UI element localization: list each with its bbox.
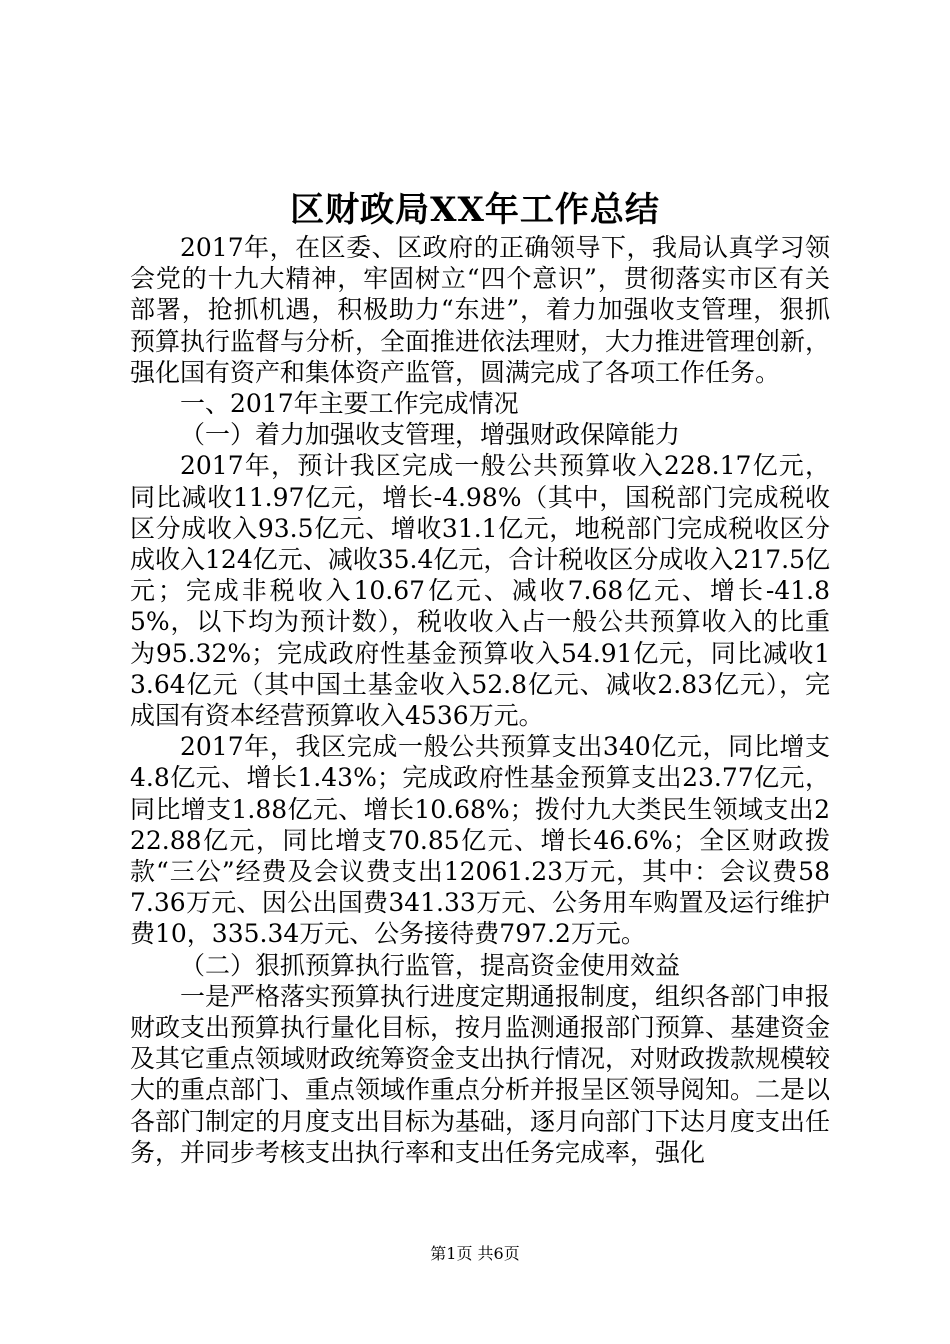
budget-supervision-paragraph: 一是严格落实预算执行进度定期通报制度，组织各部门申报财政支出预算执行量化目标，按月监测通报部门预算、基建资金及其它重点领域财政统筹资金支出执行情况，对财政拨款规模较大的重点部门、重点领域作重点分析并报呈区领导阅知。二是以各部门制定的月度支出目标为基础，逐月向部门下达月度支出任务，并同步考核支出执行率和支出任务完成率，强化 [130,981,831,1167]
expenditure-paragraph: 2017年，我区完成一般公共预算支出340亿元，同比增支4.8亿元、增长1.43%；完成政府性基金预算支出23.77亿元，同比增支1.88亿元、增长10.68%；拨付九大类民生领域支出222.88亿元，同比增支70.85亿元、增长46.6%；全区财政拨款“三公”经费及会议费支出12061.23万元，其中：会议费587.36万元、因公出国费341.33万元、公务用车购置及运行维护费10，335.34万元、公务接待费797.2万元。 [130,732,830,949]
document-body [130,232,830,1168]
section-heading-1: 一、2017年主要工作完成情况 [180,389,519,419]
document-title: 区财政局XX年工作总结 [290,190,660,230]
subsection-heading-1: （一）着力加强收支管理，增强财政保障能力 [180,420,681,450]
page-indicator: 第1页 共6页 [430,1244,520,1263]
intro-paragraph: 2017年，在区委、区政府的正确领导下，我局认真学习领会党的十九大精神，牢固树立“四个意识”，贯彻落实市区有关部署，抢抓机遇，积极助力“东进”，着力加强收支管理，狠抓预算执行监督与分析，全面推进依法理财，大力推进管理创新，强化国有资产和集体资产监管，圆满完成了各项工作任务。 [130,233,831,387]
revenue-paragraph: 2017年，预计我区完成一般公共预算收入228.17亿元，同比减收11.97亿元，增长-4.98%（其中，国税部门完成税收区分成收入93.5亿元、增收31.1亿元，地税部门完成税收区分成收入124亿元、减收35.4亿元，合计税收区分成收入217.5亿元；完成非税收入10.67亿元、减收7.68亿元、增长-41.85%，以下均为预计数），税收收入占一般公共预算收入的比重为95.32%；完成政府性基金预算收入54.91亿元，同比减收13.64亿元（其中国土基金收入52.8亿元、减收2.83亿元），完成国有资本经营预算收入4536万元。 [130,451,830,731]
subsection-heading-2: （二）狠抓预算执行监管，提高资金使用效益 [180,950,681,980]
